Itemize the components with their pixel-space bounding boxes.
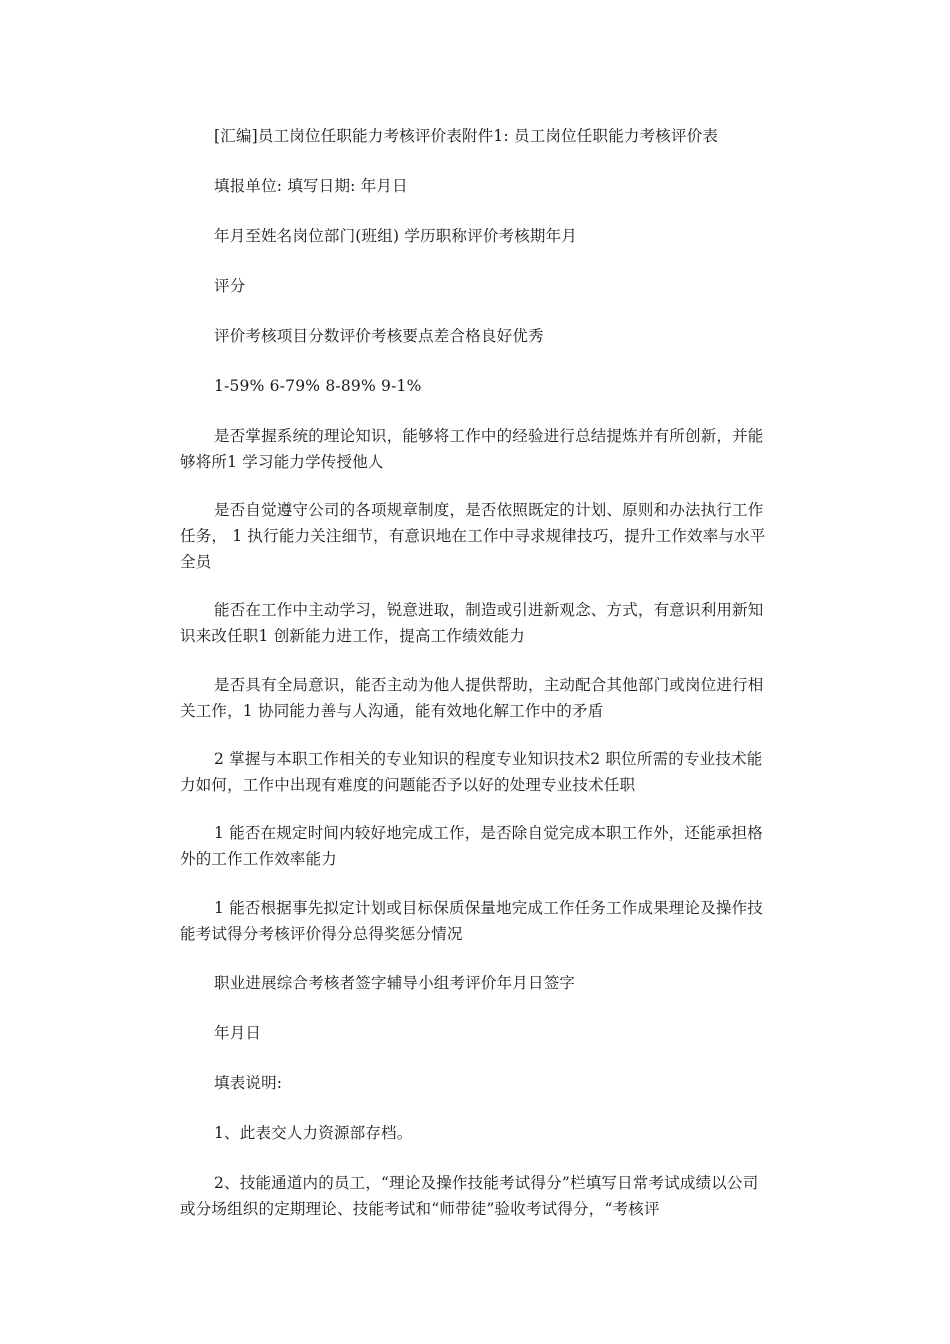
paragraph-collaboration-ability: 是否具有全局意识，能否主动为他人提供帮助，主动配合其他部门或岗位进行相关工作，1 协同能力善与人沟通，能有效地化解工作中的矛盾 xyxy=(180,676,764,720)
paragraph-date: 年月日 xyxy=(214,1024,262,1042)
paragraph-work-efficiency: 1 能否在规定时间内较好地完成工作，是否除自觉完成本职工作外，还能承担格外的工作工作效率能力 xyxy=(180,824,763,868)
paragraph-instruction-1: 1、此表交人力资源部存档。 xyxy=(214,1124,413,1142)
paragraph-header-fields: 年月至姓名岗位部门(班组) 学历职称评价考核期年月 xyxy=(214,227,578,245)
paragraph-execution-ability: 是否自觉遵守公司的各项规章制度，是否依照既定的计划、原则和办法执行工作任务， 1 执行能力关注细节，有意识地在工作中寻求规律技巧，提升工作效率与水平全员 xyxy=(180,501,766,571)
paragraph-fill-info: 填报单位: 填写日期: 年月日 xyxy=(214,177,408,195)
paragraph-column-headers: 评价考核项目分数评价考核要点差合格良好优秀 xyxy=(214,327,544,345)
paragraph-instructions-heading: 填表说明: xyxy=(214,1074,283,1092)
paragraph-professional-skill: 2 掌握与本职工作相关的专业知识的程度专业知识技术2 职位所需的专业技术能力如何，工作中出现有难度的问题能否予以好的处理专业技术任职 xyxy=(180,750,763,794)
paragraph-work-results: 1 能否根据事先拟定计划或目标保质保量地完成工作任务工作成果理论及操作技能考试得分考核评价得分总得奖惩分情况 xyxy=(180,899,763,943)
paragraph-innovation-ability: 能否在工作中主动学习，锐意进取，制造或引进新观念、方式，有意识利用新知识来改任职1 创新能力进工作，提高工作绩效能力 xyxy=(180,601,764,645)
paragraph-instruction-2: 2、技能通道内的员工，“理论及操作技能考试得分”栏填写日常考试成绩以公司或分场组织的定期理论、技能考试和“师带徒”验收考试得分，“考核评 xyxy=(180,1174,759,1218)
paragraph-score-label: 评分 xyxy=(214,277,246,295)
paragraph-signatures: 职业进展综合考核者签字辅导小组考评价年月日签字 xyxy=(214,974,576,992)
document-page xyxy=(180,0,772,1344)
paragraph-learning-ability: 是否掌握系统的理论知识，能够将工作中的经验进行总结提炼并有所创新，并能够将所1 学习能力学传授他人 xyxy=(180,427,764,471)
document-title: [汇编]员工岗位任职能力考核评价表附件1: 员工岗位任职能力考核评价表 xyxy=(214,127,719,145)
paragraph-score-ranges: 1-59% 6-79% 8-89% 9-1% xyxy=(214,377,422,395)
